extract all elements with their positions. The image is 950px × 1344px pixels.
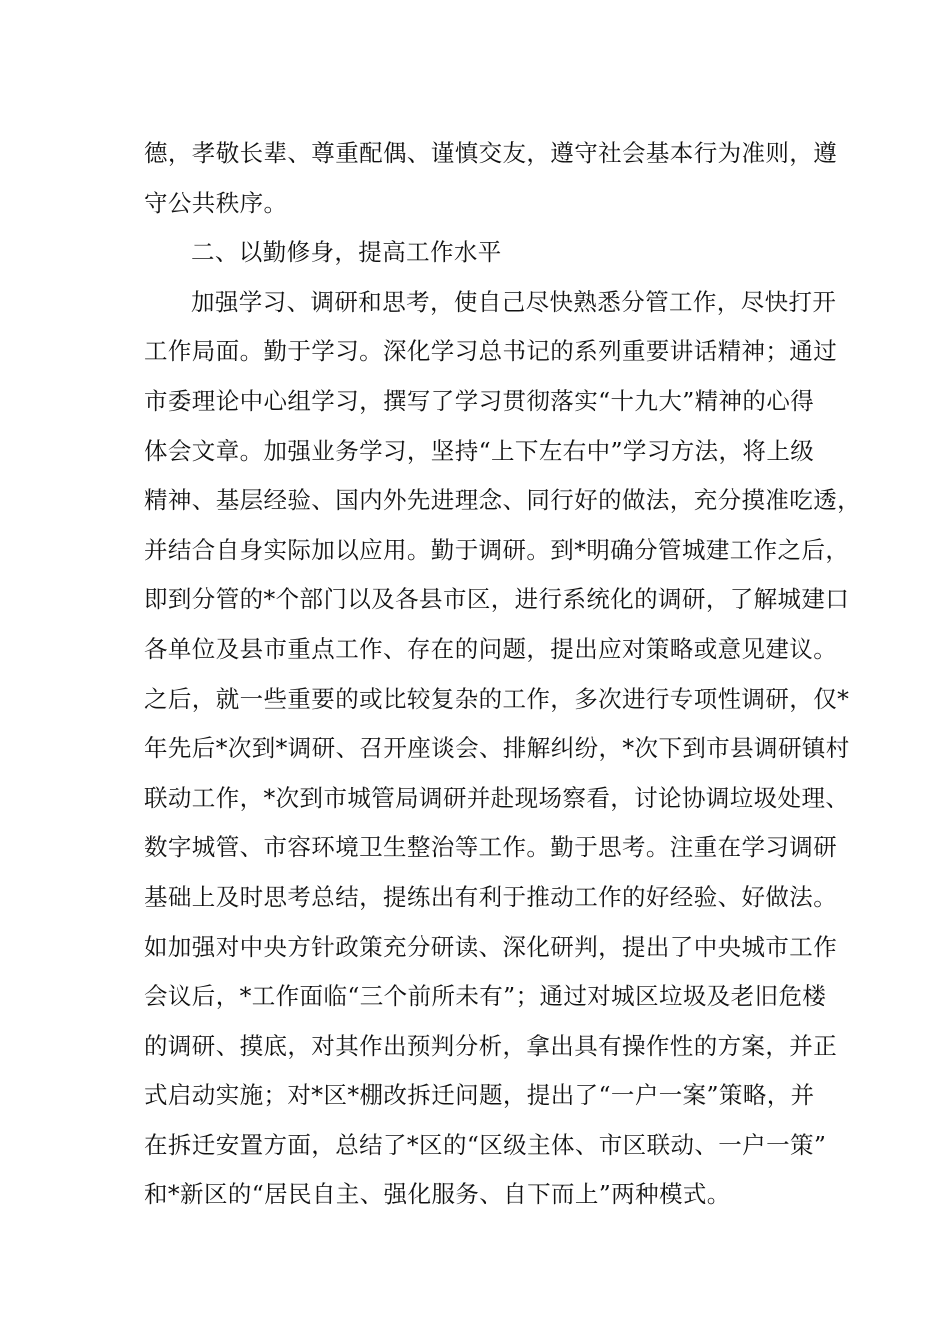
text-line: 即到分管的*个部门以及各县市区，进行系统化的调研，了解城建口 [144, 585, 850, 614]
paragraph-start-line: 加强学习、调研和思考，使自己尽快熟悉分管工作，尽快打开 [191, 287, 837, 316]
text-line: 联动工作，*次到市城管局调研并赴现场察看，讨论协调垃圾处理、 [144, 783, 850, 812]
section-heading: 二、以勤修身，提高工作水平 [191, 238, 502, 267]
text-line: 数字城管、市容环境卫生整治等工作。勤于思考。注重在学习调研 [144, 833, 838, 862]
text-line: 式启动实施；对*区*棚改拆迁问题，提出了“一户一案”策略，并 [144, 1081, 815, 1110]
text-line: 如加强对中央方针政策充分研读、深化研判，提出了中央城市工作 [144, 932, 838, 961]
text-line: 的调研、摸底，对其作出预判分析，拿出具有操作性的方案，并正 [144, 1031, 838, 1060]
text-line: 德，孝敬长辈、尊重配偶、谨慎交友，遵守社会基本行为准则，遵 [144, 139, 838, 167]
text-line: 精神、基层经验、国内外先进理念、同行好的做法，充分摸准吃透， [144, 486, 861, 515]
text-line: 之后，就一些重要的或比较复杂的工作，多次进行专项性调研，仅* [144, 684, 850, 713]
text-line: 市委理论中心组学习，撰写了学习贯彻落实“十九大”精神的心得 [144, 386, 815, 415]
text-line: 在拆迁安置方面，总结了*区的“区级主体、市区联动、一户一策” [144, 1130, 827, 1159]
text-line: 年先后*次到*调研、召开座谈会、排解纠纷，*次下到市县调研镇村 [144, 734, 850, 763]
text-line: 基础上及时思考总结，提练出有利于推动工作的好经验、好做法。 [144, 882, 838, 911]
document-body [144, 129, 861, 1220]
text-line: 各单位及县市重点工作、存在的问题，提出应对策略或意见建议。 [144, 634, 838, 663]
text-line: 守公共秩序。 [144, 188, 288, 217]
text-line: 会议后，*工作面临“三个前所未有”；通过对城区垃圾及老旧危楼 [144, 982, 827, 1011]
text-line: 并结合自身实际加以应用。勤于调研。到*明确分管城建工作之后， [144, 535, 850, 564]
text-line: 工作局面。勤于学习。深化学习总书记的系列重要讲话精神；通过 [144, 337, 838, 366]
text-line: 和*新区的“居民自主、强化服务、自下而上”两种模式。 [144, 1180, 731, 1209]
text-line: 体会文章。加强业务学习，坚持“上下左右中”学习方法，将上级 [144, 436, 815, 465]
